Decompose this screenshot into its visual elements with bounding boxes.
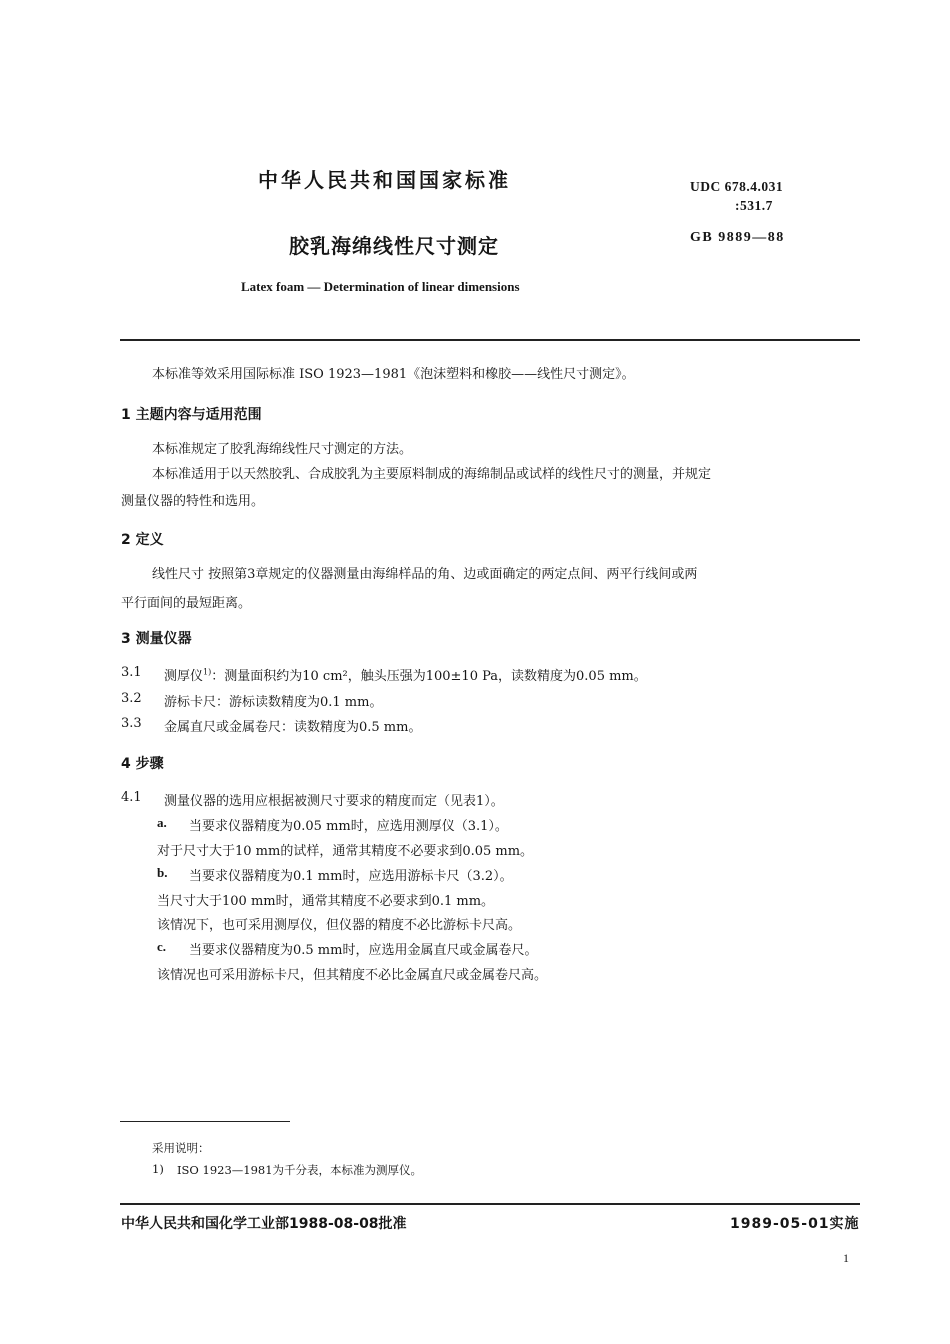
- approval-statement: 中华人民共和国化学工业部1988-08-08批准: [121, 1216, 407, 1232]
- clause-3-2-number: 3.2: [121, 691, 142, 706]
- footnote-reference: 1): [203, 667, 212, 677]
- definition-continued: 平行面间的最短距离。: [121, 596, 252, 611]
- clause-3-1-text: [164, 665, 647, 684]
- definition-line: 线性尺寸 按照第3章规定的仪器测量由海绵样品的角、边或面确定的两定点间、两平行线间或两: [152, 567, 698, 582]
- clause-3-3-number: 3.3: [121, 716, 142, 731]
- item-b-note: 当尺寸大于100 mm时，通常其精度不必要求到0.1 mm。: [157, 894, 495, 909]
- english-title: Latex foam — Determination of linear dimensions: [241, 279, 520, 294]
- udc-code-continued: :531.7: [735, 198, 773, 213]
- footnote-heading: 采用说明：: [152, 1141, 210, 1155]
- document-title: 胶乳海绵线性尺寸测定: [289, 234, 499, 258]
- udc-code: UDC 678.4.031: [690, 179, 784, 194]
- intro-paragraph: 本标准等效采用国际标准 ISO 1923—1981《泡沫塑料和橡胶——线性尺寸测定》。: [152, 367, 635, 382]
- footer-divider: [120, 1203, 860, 1205]
- section-2-heading: 2 定义: [121, 532, 164, 548]
- item-c-note: 该情况也可采用游标卡尺，但其精度不必比金属直尺或金属卷尺高。: [157, 968, 548, 983]
- item-c-text: 当要求仪器精度为0.5 mm时，应选用金属直尺或金属卷尺。: [189, 943, 538, 958]
- page-number: 1: [843, 1251, 849, 1265]
- clause-4-1-text: 测量仪器的选用应根据被测尺寸要求的精度而定（见表1）。: [164, 794, 504, 809]
- clause-3-1-detail: ：测量面积约为10 cm²，触头压强为100±10 Pa，读数精度为0.05 mm。: [211, 669, 647, 684]
- footnote-text: ISO 1923—1981为千分表，本标准为测厚仪。: [177, 1163, 423, 1177]
- section-1-scope-continued: 测量仪器的特性和选用。: [121, 494, 265, 509]
- section-4-heading: 4 步骤: [121, 756, 164, 772]
- section-1-paragraph: 本标准规定了胶乳海绵线性尺寸测定的方法。: [152, 442, 413, 457]
- clause-3-1-term: 测厚仪: [164, 669, 204, 684]
- item-a-label: a.: [157, 815, 167, 830]
- section-1-scope-line: 本标准适用于以天然胶乳、合成胶乳为主要原料制成的海绵制品或试样的线性尺寸的测量，并规定: [152, 467, 712, 482]
- item-b-label: b.: [157, 865, 168, 880]
- implementation-date: 1989-05-01实施: [730, 1216, 860, 1232]
- item-a-note: 对于尺寸大于10 mm的试样，通常其精度不必要求到0.05 mm。: [157, 844, 534, 859]
- clause-3-2-text: 游标卡尺：游标读数精度为0.1 mm。: [164, 695, 383, 710]
- gb-number: GB 9889—88: [690, 230, 785, 245]
- section-1-heading: 1 主题内容与适用范围: [121, 407, 262, 423]
- header-divider: [120, 339, 860, 341]
- item-c-label: c.: [157, 939, 167, 954]
- footnote-label: 1): [152, 1162, 164, 1176]
- item-b-text: 当要求仪器精度为0.1 mm时，应选用游标卡尺（3.2）。: [189, 869, 513, 884]
- clause-3-3-text: 金属直尺或金属卷尺：读数精度为0.5 mm。: [164, 720, 422, 735]
- footnote-divider: [120, 1121, 290, 1122]
- clause-3-1-number: 3.1: [121, 665, 142, 680]
- standard-org: 中华人民共和国国家标准: [258, 168, 511, 192]
- item-a-text: 当要求仪器精度为0.05 mm时，应选用测厚仪（3.1）。: [189, 819, 508, 834]
- clause-4-1-number: 4.1: [121, 790, 142, 805]
- item-b-note-alt: 该情况下，也可采用测厚仪，但仪器的精度不必比游标卡尺高。: [157, 918, 522, 933]
- section-3-heading: 3 测量仪器: [121, 631, 192, 647]
